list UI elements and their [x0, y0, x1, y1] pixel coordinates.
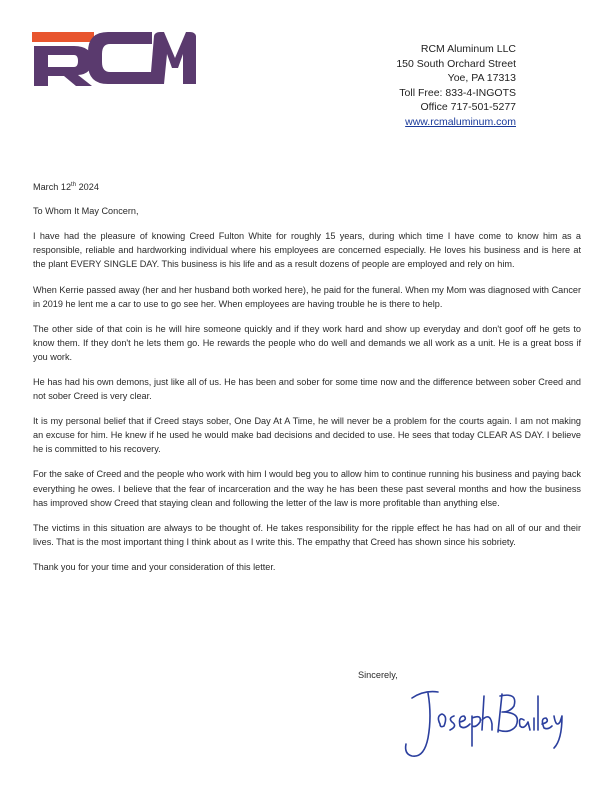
paragraph-3: The other side of that coin is he will hire someone quickly and if they work hard and show up everyday and don't goof off he gets to know them. If they don't he lets them go. He rewards the people who do well and demands we all work as a unit. He is a great boss if you work. [33, 323, 581, 362]
letter-body [33, 178, 581, 585]
paragraph-7: The victims in this situation are always to be thought of. He takes responsibility for the ripple effect he has had on all of our and their lives. That is the most important thing I think about as I write this. The empathy that Creed has shown since his sobriety. [33, 522, 581, 547]
office-phone: Office 717-501-5277 [420, 101, 516, 114]
website-link[interactable]: www.rcmaluminum.com [405, 115, 516, 128]
signature-image [398, 676, 568, 766]
company-address [396, 42, 516, 130]
closing: Sincerely, [358, 670, 398, 680]
city-state-zip: Yoe, PA 17313 [447, 72, 516, 85]
street-address: 150 South Orchard Street [396, 57, 516, 70]
paragraph-4: He has had his own demons, just like all of us. He has been and sober for some time now and the difference between sober Creed and not sober Creed is very clear. [33, 376, 581, 402]
salutation: To Whom It May Concern, [33, 206, 139, 217]
paragraph-1: I have had the pleasure of knowing Creed Fulton White for roughly 15 years, during which time I have come to know him as a responsible, reliable and hardworking individual where his employees are concerned especially. He loves his business and is here at the plant EVERY SINGLE DAY. This business is his life and as a result dozens of people are employed and rely on him. [33, 231, 581, 270]
toll-free-phone: Toll Free: 833-4-INGOTS [399, 86, 516, 99]
rcm-logo [30, 30, 198, 86]
paragraph-6: For the sake of Creed and the people who work with him I would beg you to allow him to continue running his business and paying back everything he owes. I believe that the fear of incarceration and the way he has been these past several months and how the business has improved show Creed that staying clean and following the letter of the law is more profitable than anything else. [33, 469, 581, 508]
paragraph-2: When Kerrie passed away (her and her husband both worked here), he paid for the funeral. When my Mom was diagnosed with Cancer in 2019 he lent me a car to use to go see her. When employees are having trouble he is there to help. [33, 284, 581, 309]
company-name: RCM Aluminum LLC [420, 43, 516, 55]
paragraph-5: It is my personal belief that if Creed stays sober, One Day At A Time, he will never be a problem for the courts again. I am not making an excuse for him. He knew if he used he would make bad decisions and decided to use. He sees that today CLEAR AS DAY. I believe he is committed to his recovery. [33, 416, 581, 455]
letter-date: March 12th 2024 [33, 182, 99, 193]
paragraph-8: Thank you for your time and your consideration of this letter. [33, 561, 276, 572]
